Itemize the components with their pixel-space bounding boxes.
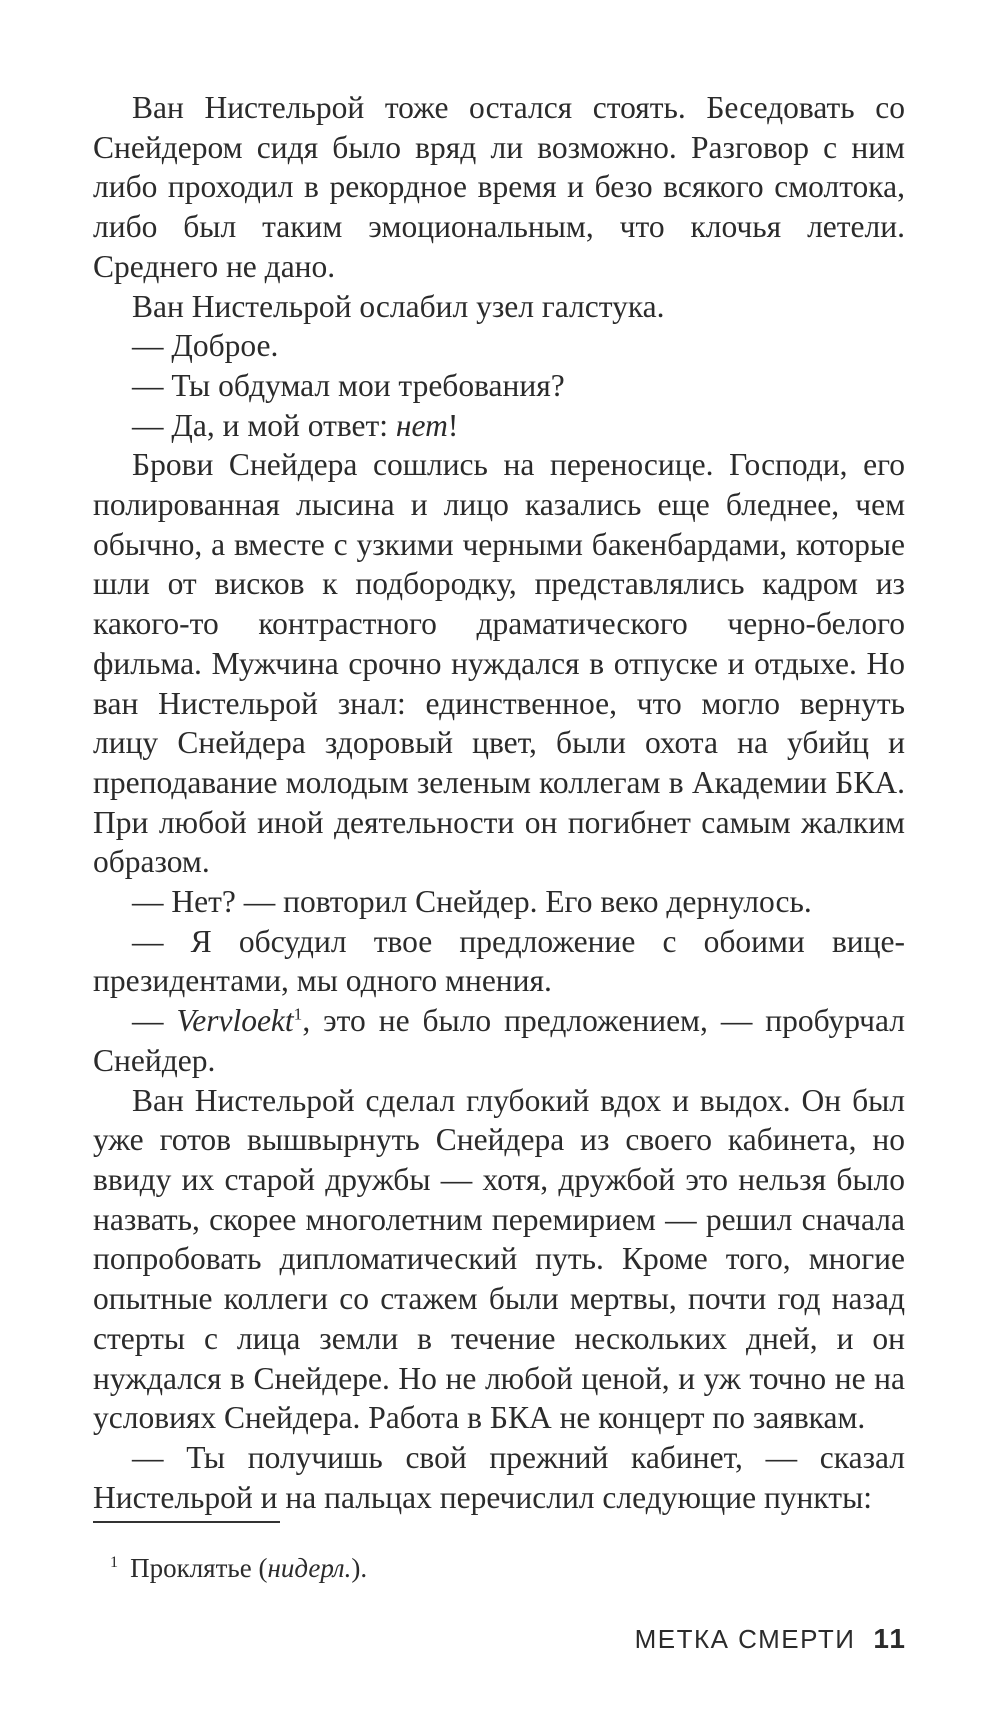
paragraph-text: — Ты обдумал мои требования? [132,367,565,403]
paragraph [93,445,905,882]
paragraph [93,882,905,922]
paragraph [93,406,905,446]
footnote-divider [93,1521,280,1523]
italic-text: Vervloekt [176,1003,294,1039]
footnote [110,1545,367,1585]
paragraph [93,1001,905,1080]
paragraph [93,1081,905,1438]
paragraph [93,88,905,287]
paragraph-text: , это не было предложением, — пробурчал Снейдер. [93,1003,906,1078]
footnote-text-italic: нидерл. [267,1553,352,1583]
italic-text: нет [395,407,448,443]
paragraph-text: — Ты получишь свой прежний кабинет, — сказал Нистельрой и на пальцах перечислил следующие пункты: [93,1439,905,1515]
running-title: МЕТКА СМЕРТИ [634,1624,856,1654]
paragraph [93,326,905,366]
paragraph-text: — Доброе. [132,328,279,364]
paragraph [93,366,905,406]
body-text [93,88,905,1517]
paragraph [93,1438,905,1517]
footnote-text-after: ). [351,1553,368,1583]
footnote-reference: 1 [293,1004,303,1024]
footnote-text-before: Проклятье ( [130,1553,268,1583]
paragraph-text: Ван Нистельрой ослабил узел галстука. [132,288,665,324]
paragraph-text: Ван Нистельрой тоже остался стоять. Беседовать со Снейдером сидя было вряд ли возможно. Разговор с ним либо проходил в рекордное время и безо всякого смолтока, либо был таким эмоциональным, что клочья летели. Среднего не дано. [93,90,905,284]
paragraph-text: Брови Снейдера сошлись на переносице. Господи, его полированная лысина и лицо казались еще бледнее, чем обычно, а вместе с узкими черными бакенбардами, которые шли от висков к подбородку, представлялись кадром из какого-то контрастного драматического черно-белого фильма. Мужчина срочно нуждался в отпуске и отдыхе. Но ван Нистельрой знал: единственное, что могло вернуть лицу Снейдера здоровый цвет, были охота на убийц и преподавание молодым зеленым коллегам в Академии БКА. При любой иной деятельности он погибнет самым жалким образом. [93,447,905,880]
paragraph-text: — Нет? — повторил Снейдер. Его веко дернулось. [132,884,812,920]
footnote-marker: 1 [110,1553,119,1571]
paragraph [93,287,905,327]
paragraph-text: — Я обсудил твое предложение с обоими вице-президентами, мы одного мнения. [93,923,905,999]
paragraph-text: ! [447,407,459,443]
paragraph-text: — Да, и мой ответ: [132,407,396,443]
running-footer [635,1623,907,1655]
paragraph [93,922,905,1001]
paragraph-text: — [132,1003,177,1039]
paragraph-text: Ван Нистельрой сделал глубокий вдох и выдох. Он был уже готов вышвырнуть Снейдера из своего кабинета, но ввиду их старой дружбы — хотя, дружбой это нельзя было назвать, скорее многолетним перемирием — решил сначала попробовать дипломатический путь. Кроме того, многие опытные коллеги со стажем были мертвы, почти год назад стерты с лица земли в течение нескольких дней, и он нуждался в Снейдере. Но не любой ценой, и уж точно не на условиях Снейдера. Работа в БКА не концерт по заявкам. [93,1082,905,1436]
page-number: 11 [873,1623,907,1654]
